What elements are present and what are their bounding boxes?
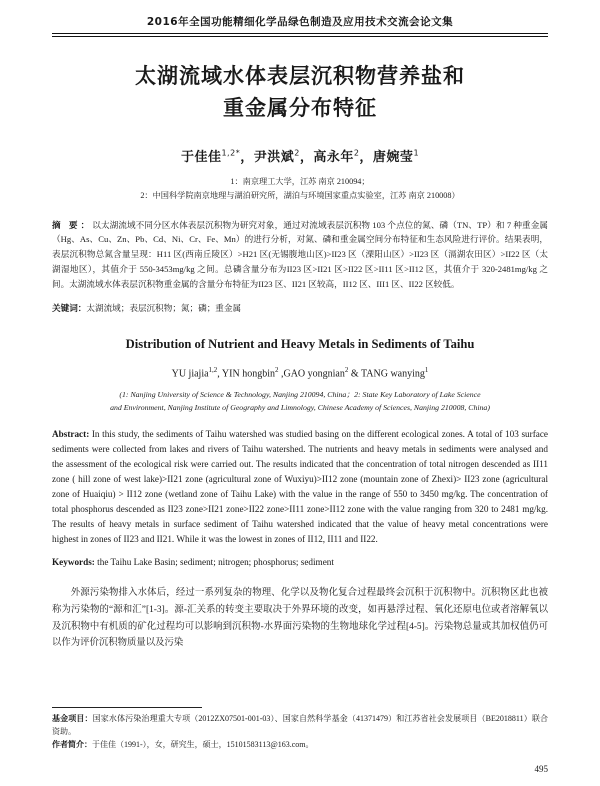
body-paragraph-1: 外源污染物排入水体后，经过一系列复杂的物理、化学以及物化复合过程最终会沉积于沉积物中。沉积物区此也被称为污染物的“源和汇”[1-3]。源-汇关系的转变主要取决于外界环境的改变，如再悬浮过程、氧化还原电位或者溶解氧以及沉积物中有机质的矿化过程均可以影响到沉积物-水界面污染物的生物地球化学过程[4-5]。污染物总量或其加权值仍可以作为评价沉积物质量以及污染 <box>52 588 548 649</box>
header-rule-thick <box>52 33 548 34</box>
chinese-abstract <box>52 218 548 292</box>
en-author-2-affil-mark: 2 <box>274 366 279 375</box>
footnote-rule <box>52 707 202 708</box>
english-authors <box>52 366 548 379</box>
page-title <box>52 61 548 124</box>
running-head: 2016年全国功能精细化学品绿色制造及应用技术交流会论文集 <box>146 16 454 28</box>
author-2-name: ，尹洪斌 <box>240 150 295 165</box>
english-abstract <box>52 427 548 546</box>
footnote-funding-label: 基金项目： <box>52 714 93 724</box>
en-author-1-affil-mark: 1,2 <box>208 366 218 375</box>
english-abstract-text: In this study, the sediments of Taihu watershed was studied basing on the different ecological zones. A total of 103 surface sediments were collected from lakes and rivers of Taihu watershed. The nutrients and heavy metals in sediments were analysed and the assessment of the ecological risk were carried out. The results indicated that the concentration of total nitrogen descended as II11 zone ( hill zone of west lake)>II21 zone (agricultural zone of Wuxiyu)>II12 zone (mountain zone of Zhexi)> II23 zone (agricultural zone of Huaiqiu) > II12 zone (wetland zone of Taihu Lake) with the value in the range of 550 to 3450 mg/kg. The concentration of total phosphorus descended as II23 zone>II21 zone>II22 zone>II11 zone>II12 zone with the value ranging from 320 to 2481 mg/kg. The results of heavy metals in surface sediment of Taihu watershed indicated that the value of heavy metal concentrations were highest in zones of II23 and II21. While it was the lowest in zones of II12, II11 and II22. <box>52 429 548 544</box>
footnote-author-label: 作者简介： <box>52 740 92 750</box>
english-keywords-label: Keywords: <box>52 556 95 567</box>
chinese-keywords-text: 太湖流域；表层沉积物；氮；磷；重金属 <box>86 302 242 313</box>
en-author-4-affil-mark: 1 <box>424 366 429 375</box>
chinese-keywords <box>52 301 548 316</box>
footnote-author-text: 于佳佳（1991-），女，研究生，硕士，15101583113@163.com。 <box>92 740 314 750</box>
en-author-3-affil-mark: 2 <box>344 366 349 375</box>
en-author-1-name: YU jiajia <box>171 368 209 380</box>
english-affiliation-1: (1: Nanjing University of Science & Technology, Nanjing 210094, China；2: State Key Laboratory of Lake Science <box>119 389 481 399</box>
footnote-author-bio <box>52 739 548 752</box>
en-author-3-name: ,GAO yongnian <box>278 368 345 380</box>
paper-page <box>0 14 600 786</box>
author-3-affil-mark: 2 <box>353 148 360 158</box>
chinese-affiliation-2: 2：中国科学院南京地理与湖泊研究所，湖泊与环境国家重点实验室，江苏 南京 210008） <box>140 191 460 201</box>
header-rule-thin <box>52 36 548 37</box>
footnote-funding-text: 国家水体污染治理重大专项（2012ZX07501-001-03）、国家自然科学基金（41371479）和江苏省社会发展项目（BE2018811）联合资助。 <box>52 714 549 737</box>
author-2-affil-mark: 2 <box>294 148 300 158</box>
english-abstract-label: Abstract: <box>52 429 90 440</box>
author-1-affil-mark: 1,2* <box>221 148 241 158</box>
en-author-2-name: , YIN hongbin <box>217 368 275 380</box>
en-author-4-name: & TANG wanying <box>348 368 425 380</box>
author-3-name: ，高永年 <box>299 150 354 165</box>
footnote-funding <box>52 713 548 739</box>
footnotes <box>52 707 548 752</box>
title-line-2: 重金属分布特征 <box>223 95 377 120</box>
author-4-name: ，唐婉莹 <box>359 150 414 165</box>
english-title: Distribution of Nutrient and Heavy Metals in Sediments of Taihu <box>125 337 475 352</box>
english-keywords <box>52 555 548 570</box>
chinese-abstract-text: 以太湖流域不同分区水体表层沉积物为研究对象，通过对流域表层沉积物 103 个点位的氮、磷（TN、TP）和 7 种重金属（Hg、As、Cu、Zn、Pb、Cd、Ni、Cr、Fe、Mn）的进行分析，对氮、磷和重金属空间分布特征和生态风险进行评价。结果表明，表层沉积物总氮含量呈现：H11 区(西南丘陵区）>H21 区(无锡腹地山区)>II23 区（溧阳山区）>II23 区（滆湖农田区）>II22 区（太湖湿地区），其值介于 550-3453mg/kg 之间。总磷含量分布为II23 区>II21 区>II22 区>II11 区>II12 区，其值介于 320-2481mg/kg 之间。太湖流域水体表层沉积物重金属的含量分布特征为II23 区、II21 区较高，II12 区、III1 区、II22 区较低。 <box>52 219 548 289</box>
english-affiliation-2: and Environment, Nanjing Institute of Geography and Limnology, Chinese Academy of Sciences, Nanjing 210008, China) <box>110 403 490 413</box>
chinese-abstract-label: 摘 要： <box>52 219 93 230</box>
author-1-name: 于佳佳 <box>180 150 222 165</box>
title-line-1: 太湖流域水体表层沉积物营养盐和 <box>135 64 465 88</box>
chinese-affiliation-1: 1：南京理工大学，江苏 南京 210094； <box>230 177 370 186</box>
chinese-authors <box>52 146 548 165</box>
chinese-affiliations <box>52 175 548 204</box>
author-4-affil-mark: 1 <box>413 148 420 158</box>
english-keywords-text: the Taihu Lake Basin; sediment; nitrogen; phosphorus; sediment <box>94 556 334 567</box>
page-number: 495 <box>534 764 548 774</box>
english-affiliations <box>52 388 548 415</box>
chinese-keywords-label: 关键词： <box>52 302 87 313</box>
